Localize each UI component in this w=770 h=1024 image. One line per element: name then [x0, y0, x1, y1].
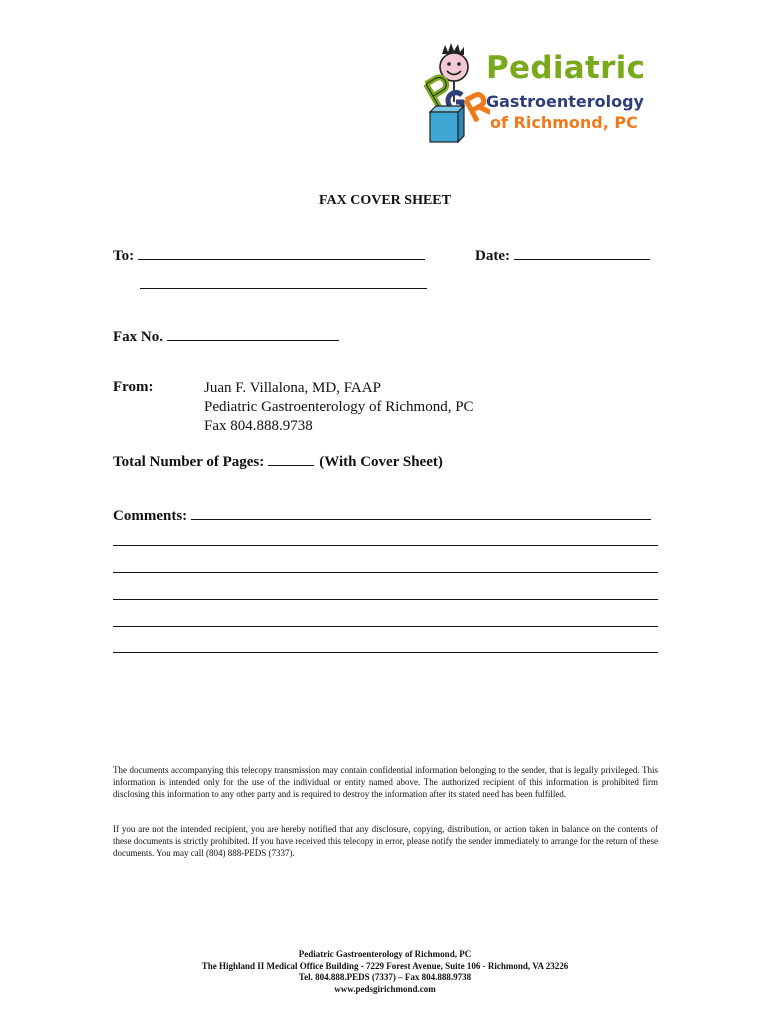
sender-block [204, 379, 474, 436]
total-pages-label: Total Number of Pages: [113, 454, 265, 470]
fax-number-field [113, 326, 339, 346]
page-footer [0, 949, 770, 995]
sender-practice: Pediatric Gastroenterology of Richmond, PC [204, 399, 474, 415]
page-title: FAX COVER SHEET [319, 193, 451, 208]
comments-field [113, 505, 651, 525]
comments-line-5[interactable] [113, 626, 658, 627]
from-label: From: [113, 379, 154, 395]
comments-line-2[interactable] [113, 545, 658, 546]
footer-website: www.pedsgirichmond.com [334, 983, 436, 994]
to-label: To: [113, 248, 135, 264]
total-pages-blank-line[interactable] [268, 451, 314, 466]
logo-practice-specialty: Gastroenterology [486, 92, 644, 111]
practice-logo [420, 40, 660, 150]
date-field [475, 245, 650, 265]
comments-line-6[interactable] [113, 652, 658, 653]
fax-number-label: Fax No. [113, 329, 163, 345]
sender-fax: Fax 804.888.9738 [204, 418, 313, 434]
comments-blank-line[interactable] [191, 505, 651, 520]
to-second-line[interactable] [140, 288, 427, 289]
total-pages-field [113, 451, 443, 471]
date-blank-line[interactable] [514, 245, 650, 260]
child-blocks-logo-icon [420, 40, 490, 145]
comments-label: Comments: [113, 508, 188, 524]
fax-number-blank-line[interactable] [167, 326, 339, 341]
to-field [113, 245, 425, 265]
date-label: Date: [475, 248, 510, 264]
footer-phone-fax: Tel. 804.888.PEDS (7337) – Fax 804.888.9738 [298, 972, 472, 982]
comments-line-4[interactable] [113, 599, 658, 600]
footer-address: The Highland II Medical Office Building - 7229 Forest Avenue, Suite 106 - Richmond, VA 23226 [201, 960, 569, 971]
total-pages-suffix: (With Cover Sheet) [319, 454, 443, 470]
logo-practice-location: of Richmond, PC [490, 113, 638, 132]
to-blank-line[interactable] [138, 245, 425, 260]
confidentiality-notice: The documents accompanying this telecopy transmission may contain confidential information belonging to the sender, that is legally privileged. This information is intended only for the use of the individual or entity named above. The authorized recipient of this information is prohibited firm disclosing this information to any other party and is required to destroy the information after its stated need has been fulfilled. [113, 765, 658, 799]
footer-practice-name: Pediatric Gastroenterology of Richmond, PC [298, 949, 472, 959]
sender-name: Juan F. Villalona, MD, FAAP [204, 380, 381, 396]
misdelivery-notice: If you are not the intended recipient, you are hereby notified that any disclosure, copying, distribution, or action taken in balance on the contents of these documents is strictly prohibited. If you have received this telecopy in error, please notify the sender immediately to arrange for the return of these documents. You may call (804) 888-PEDS (7337). [113, 824, 658, 858]
comments-line-3[interactable] [113, 572, 658, 573]
logo-practice-name: Pediatric [486, 50, 646, 86]
